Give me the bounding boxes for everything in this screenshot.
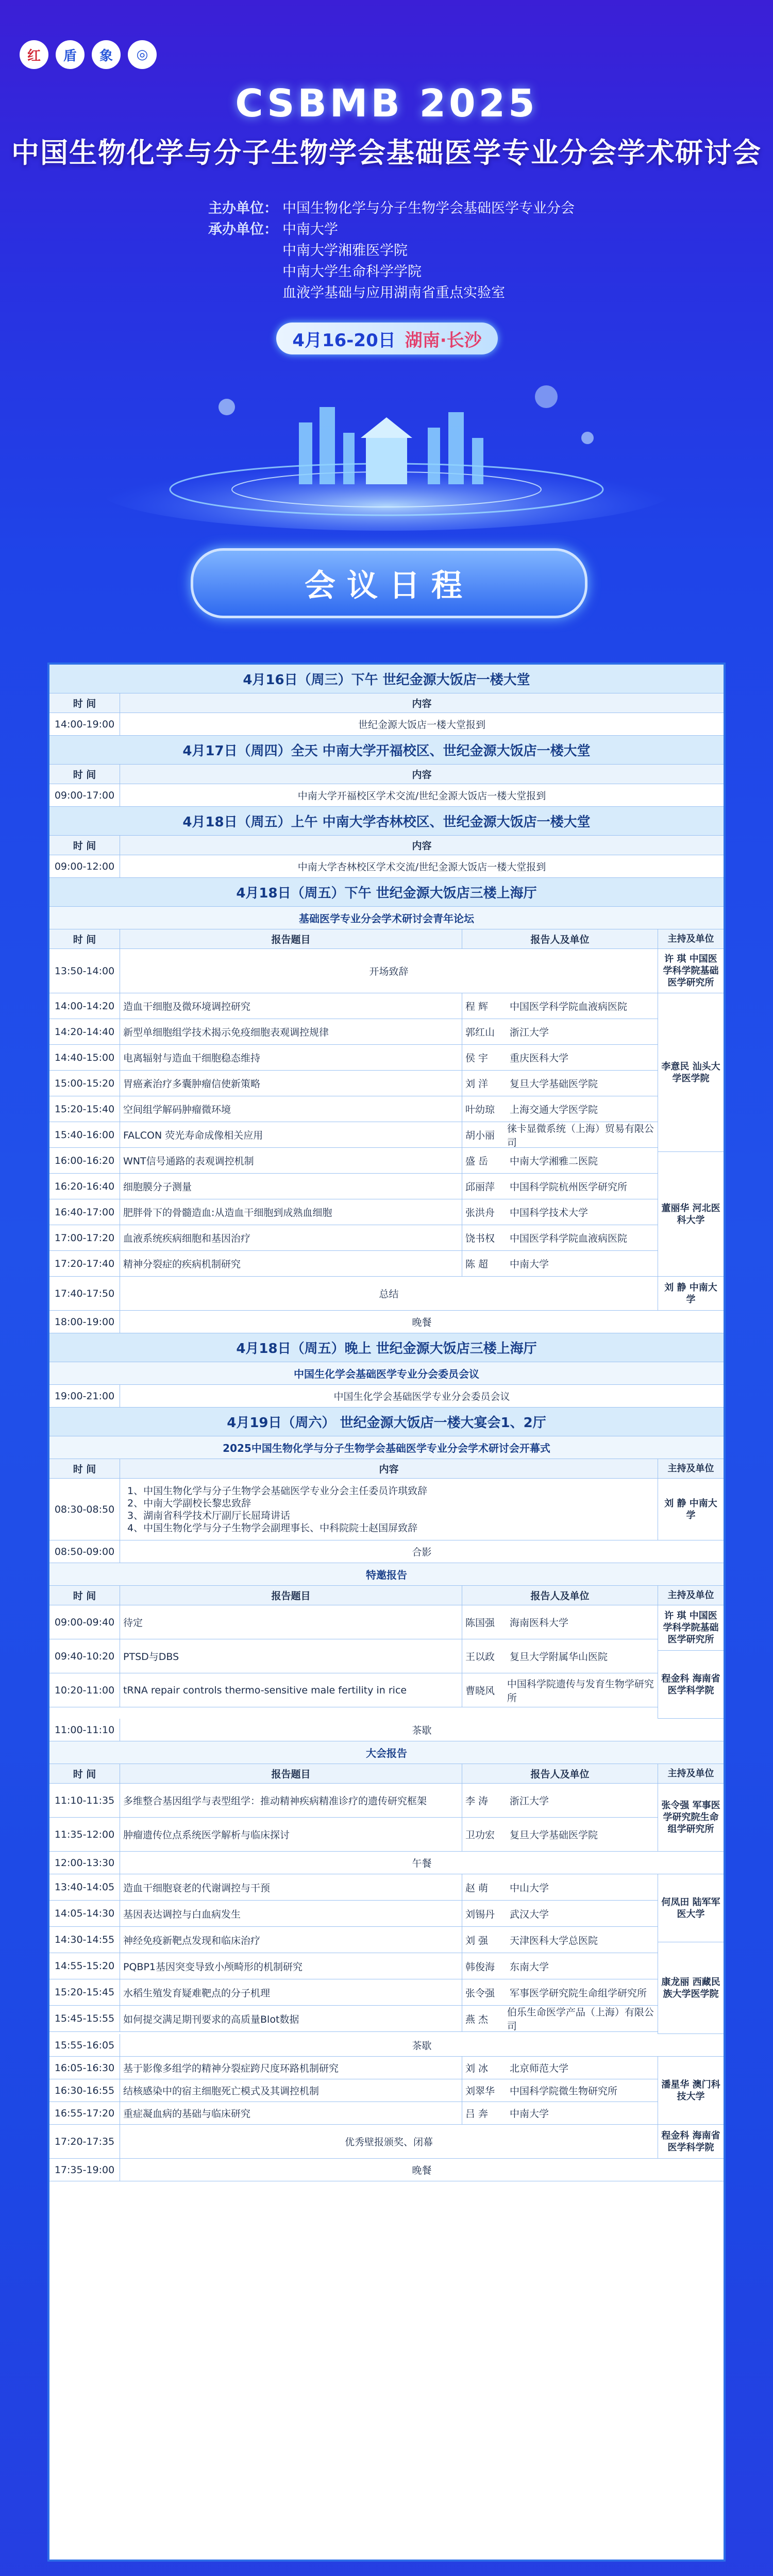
speaker-name: 赵 萌 [465,1882,489,1894]
content-cell: 中国生化学会基础医学专业分会委员会议 [120,1385,724,1407]
speaker-name: 饶书权 [465,1233,495,1244]
topic-cell: 肿瘤遗传位点系统医学解析与临床探讨 [120,1818,462,1851]
topic-cell: FALCON 荧光寿命成像相关应用 [120,1122,462,1147]
speaker-name: 曹晓风 [465,1685,495,1697]
time-cell: 18:00-19:00 [54,1316,115,1328]
time-cell: 14:30-14:55 [54,1934,115,1945]
schedule-banner: 会议日程 [191,548,587,618]
topic-cell: 胃癌紊治疗多囊肿瘤信使新策略 [120,1071,462,1096]
content-cell: 午餐 [120,1852,724,1874]
organizer-value: 中南大学生命科学学院 [282,264,422,280]
section-header: 4月18日（周五）晚上 世纪金源大饭店三楼上海厅 [49,1333,724,1362]
speaker-org: 中南大学 [510,2108,549,2120]
opening-agenda [120,1479,658,1540]
header-time: 时 间 [73,769,96,781]
topic-cell: 造血干细胞及微环境调控研究 [120,993,462,1019]
speaker-org: 海南医科大学 [510,1617,569,1629]
time-cell: 11:35-12:00 [54,1828,115,1840]
speaker-name: 李 涛 [465,1795,489,1807]
speaker-name: 刘 冰 [465,2063,489,2074]
time-cell: 13:50-14:00 [54,965,115,977]
header-time: 时 间 [73,840,96,852]
time-cell: 09:00-09:40 [54,1616,115,1628]
header-topic: 报告题目 [120,1586,462,1605]
speaker-name: 陈国强 [465,1617,495,1629]
speaker-org: 中国科学技术大学 [510,1207,589,1218]
organizer-value: 中南大学 [282,222,338,238]
table-row [49,1540,724,1563]
speaker-name: 张洪舟 [465,1207,495,1218]
table-header-row [49,1586,724,1605]
topic-cell: PTSD与DBS [120,1639,462,1673]
content-cell: 开场致辞 [120,949,658,993]
section-header: 4月19日（周六） 世纪金源大饭店一楼大宴会1、2厅 [49,1408,724,1436]
table-row [49,1953,724,1979]
speaker-org: 复旦大学基础医学院 [510,1829,598,1841]
speaker-cell [462,2102,658,2124]
table-row [49,1479,724,1540]
table-row [49,1901,724,1927]
speaker-org: 中山大学 [510,1882,549,1894]
speaker-cell [462,1225,658,1250]
time-cell: 14:00-14:20 [54,1000,115,1012]
header-topic: 报告题目 [120,929,462,948]
time-cell: 17:20-17:40 [54,1258,115,1269]
table-row [49,2079,724,2102]
content-cell: 世纪金源大饭店一楼大堂报到 [120,713,724,735]
header-host: 主持及单位 [658,1459,724,1478]
table-row [49,1225,724,1251]
section-header: 4月18日（周五）上午 中南大学杏林校区、世纪金源大饭店一楼大堂 [49,807,724,836]
speaker-cell [462,1148,658,1173]
time-cell: 12:00-13:30 [54,1857,115,1869]
agenda-line: 2、中南大学副校长黎忠致辞 [127,1497,251,1509]
speaker-cell [462,1096,658,1122]
host-cell: 董丽华 河北医科大学 [658,1152,724,1277]
table-row [49,1719,724,1741]
speaker-cell [462,1045,658,1070]
speaker-cell [462,1874,658,1900]
time-cell: 16:30-16:55 [54,2084,115,2096]
speaker-cell [462,1673,658,1707]
organizers [208,198,575,303]
speaker-cell [462,1953,658,1979]
section-header: 4月18日（周五）下午 世纪金源大饭店三楼上海厅 [49,878,724,907]
host-cell: 康龙丽 西藏民族大学医学院 [658,1942,724,2034]
stage-illustration [93,361,680,531]
speaker-cell [462,2057,658,2079]
schedule-table [47,663,726,2562]
speaker-cell [462,1122,658,1147]
speaker-name: 邱丽萍 [465,1181,495,1193]
time-cell: 15:20-15:40 [54,1103,115,1115]
header-speaker: 报告人及单位 [462,1586,658,1605]
speaker-cell [462,1071,658,1096]
table-row [49,1385,724,1408]
time-cell: 16:20-16:40 [54,1180,115,1192]
subsection-header: 基础医学专业分会学术研讨会青年论坛 [49,907,724,929]
table-row [49,1784,724,1818]
table-row [49,1673,724,1707]
host-cell: 程金科 海南省医学科学院 [658,1651,724,1719]
topic-cell: 新型单细胞组学技术揭示免疫细胞表观调控规律 [120,1019,462,1044]
table-header-row [49,693,724,713]
table-row [49,713,724,736]
content-cell: 茶歇 [120,2034,724,2056]
topic-cell: WNT信号通路的表观调控机制 [120,1148,462,1173]
table-row [49,949,724,993]
header-host: 主持及单位 [658,1764,724,1783]
time-cell: 16:00-16:20 [54,1155,115,1166]
time-cell: 19:00-21:00 [54,1390,115,1402]
speaker-org: 军事医学研究院生命组学研究所 [510,1987,647,1999]
table-row [49,2034,724,2057]
header-host: 主持及单位 [658,1586,724,1605]
speaker-org: 浙江大学 [510,1795,549,1807]
table-row [49,1818,724,1852]
content-cell: 总结 [120,1277,658,1310]
speaker-name: 刘翠华 [465,2086,495,2097]
speaker-cell [462,1174,658,1199]
host-cell: 李意民 汕头大学医学院 [658,993,724,1152]
time-cell: 11:00-11:10 [54,1724,115,1736]
time-cell: 09:00-17:00 [54,789,115,801]
speaker-cell [462,2079,658,2102]
speaker-cell [462,1818,658,1851]
host-cell: 张令强 军事医学研究院生命组学研究所 [658,1784,724,1852]
time-cell: 09:40-10:20 [54,1650,115,1662]
city-text: 湖南·长沙 [405,330,482,351]
topic-cell: 血液系统疾病细胞和基因治疗 [120,1225,462,1250]
table-row [49,2125,724,2159]
table-row [49,1199,724,1225]
speaker-name: 刘 洋 [465,1078,489,1090]
content-cell: 中南大学杏林校区学术交流/世纪金源大饭店一楼大堂报到 [120,855,724,877]
table-row [49,784,724,807]
table-row [49,1019,724,1045]
time-cell: 08:50-09:00 [54,1546,115,1557]
speaker-name: 王以政 [465,1651,495,1663]
speaker-name: 吕 奔 [465,2108,489,2120]
time-cell: 14:20-14:40 [54,1026,115,1038]
speaker-cell [462,1639,658,1673]
table-row [49,1071,724,1096]
table-row [49,1045,724,1071]
host-cell: 程金科 海南省医学科学院 [658,2125,724,2158]
header-time: 时 间 [73,1464,96,1475]
time-cell: 15:00-15:20 [54,1077,115,1089]
subsection-header: 2025中国生物化学与分子生物学会基础医学专业分会学术研讨会开幕式 [49,1436,724,1459]
content-cell: 晚餐 [120,1311,724,1333]
speaker-name: 程 辉 [465,1001,489,1012]
speaker-cell [462,1784,658,1817]
content-cell: 合影 [120,1540,724,1563]
table-row [49,1874,724,1901]
topic-cell: 多维整合基因组学与表型组学：推动精神疾病精准诊疗的遗传研究框架 [120,1784,462,1817]
table-row [49,1122,724,1148]
subsection-header: 特邀报告 [49,1563,724,1586]
host-cell: 刘 静 中南大学 [658,1277,724,1310]
speaker-org: 中国科学院微生物研究所 [510,2086,618,2097]
table-row [49,2102,724,2125]
table-header-row [49,1764,724,1784]
time-cell: 14:00-19:00 [54,718,115,730]
speaker-name: 胡小丽 [465,1130,495,1141]
time-cell: 16:55-17:20 [54,2107,115,2119]
speaker-org: 中南大学 [510,1259,549,1270]
date-location-bar [276,323,498,354]
speaker-org: 重庆医科大学 [510,1053,569,1064]
section-header: 4月16日（周三）下午 世纪金源大饭店一楼大堂 [49,665,724,693]
speaker-org: 武汉大学 [510,1908,549,1920]
content-cell: 晚餐 [120,2159,724,2181]
table-header-row [49,765,724,784]
header-time: 时 间 [73,934,96,945]
table-row [49,855,724,878]
time-cell: 15:45-15:55 [54,2013,115,2024]
agenda-line: 1、中国生物化学与分子生物学会基础医学专业分会主任委员许琪致辞 [127,1485,428,1497]
topic-cell: PQBP1基因突变导致小颅畸形的机制研究 [120,1953,462,1979]
speaker-name: 侯 宇 [465,1053,489,1064]
time-cell: 15:20-15:45 [54,1987,115,1998]
speaker-name: 郭红山 [465,1027,495,1038]
brand-title: CSBMB 2025 [235,81,538,126]
table-row [49,1277,724,1311]
table-row [49,1311,724,1333]
header-content: 内容 [120,693,724,713]
topic-cell: 空间组学解码肿瘤微环境 [120,1096,462,1122]
speaker-org: 复旦大学基础医学院 [510,1078,598,1090]
topic-cell: 肥胖骨下的骨髓造血:从造血干细胞到成熟血细胞 [120,1199,462,1225]
time-cell: 08:30-08:50 [54,1503,115,1515]
table-row [49,1174,724,1199]
topic-cell: 水稻生殖发育疑难靶点的分子机理 [120,1979,462,2005]
host-label: 主办单位： [208,200,278,216]
subsection-header: 中国生化学会基础医学专业分会委员会议 [49,1362,724,1385]
host-cell: 许 琪 中国医学科学院基础医学研究所 [658,949,724,993]
organizer-value: 血液学基础与应用湖南省重点实验室 [282,285,505,301]
time-cell: 16:40-17:00 [54,1206,115,1218]
header-time: 时 间 [73,1769,96,1780]
topic-cell: 结核感染中的宿主细胞死亡模式及其调控机制 [120,2079,462,2102]
university-logo-icon: 象 [92,40,121,69]
organizer-label: 承办单位： [208,222,278,238]
speaker-name: 刘锡丹 [465,1908,495,1920]
table-row [49,2006,724,2032]
time-cell: 13:40-14:05 [54,1882,115,1893]
time-cell: 11:10-11:35 [54,1794,115,1806]
table-row [49,2159,724,2181]
speaker-org: 天津医科大学总医院 [510,1935,598,1946]
table-row [49,1639,724,1673]
host-cell: 潘星华 澳门科技大学 [658,2057,724,2125]
society-seal-icon: 盾 [56,40,85,69]
speaker-cell [462,1927,658,1953]
speaker-org: 中国医学科学院血液病医院 [510,1233,628,1244]
speaker-cell [462,1605,658,1639]
speaker-name: 燕 杰 [465,2013,489,2025]
speaker-org: 伯乐生命医学产品（上海）有限公司 [507,2007,654,2031]
topic-cell: tRNA repair controls thermo-sensitive male fertility in rice [120,1673,462,1707]
table-row [49,993,724,1019]
table-row [49,1096,724,1122]
time-cell: 14:55-15:20 [54,1960,115,1972]
speaker-org: 北京师范大学 [510,2063,569,2074]
subsection-header: 大会报告 [49,1741,724,1764]
speaker-name: 韩俊海 [465,1961,495,1973]
agenda-line: 3、湖南省科学技术厅副厅长屈琦讲话 [127,1510,291,1521]
header-topic: 报告题目 [120,1764,462,1783]
speaker-org: 上海交通大学医学院 [510,1104,598,1115]
table-row [49,1927,724,1953]
logo-group [20,40,157,69]
topic-cell: 神经免疫新靶点发现和临床治疗 [120,1927,462,1953]
speaker-cell [462,1199,658,1225]
topic-cell: 精神分裂症的疾病机制研究 [120,1251,462,1276]
time-cell: 15:55-16:05 [54,2039,115,2051]
table-row [49,1605,724,1639]
time-cell: 14:05-14:30 [54,1908,115,1919]
table-row [49,1852,724,1874]
host-cell: 刘 静 中南大学 [658,1479,724,1540]
host-cell: 许 琪 中国医学科学院基础医学研究所 [658,1605,724,1651]
header-time: 时 间 [73,1590,96,1602]
speaker-name: 刘 强 [465,1935,489,1946]
topic-cell: 待定 [120,1605,462,1639]
time-cell: 17:40-17:50 [54,1287,115,1299]
table-header-row [49,1459,724,1479]
table-row [49,2057,724,2079]
topic-cell: 细胞膜分子测量 [120,1174,462,1199]
table-row [49,1148,724,1174]
speaker-name: 张令强 [465,1987,495,1999]
csbmb-logo-icon: 红 [20,40,48,69]
page-title: 中国生物化学与分子生物学会基础医学专业分会学术研讨会 [11,137,762,169]
organizer-value: 中南大学湘雅医学院 [282,243,408,259]
host-value: 中国生物化学与分子生物学会基础医学专业分会 [282,200,575,216]
topic-cell: 基因表达调控与白血病发生 [120,1901,462,1926]
time-cell: 15:40-16:00 [54,1129,115,1141]
speaker-name: 卫功宏 [465,1829,495,1841]
topic-cell: 基于影像多组学的精神分裂症跨尺度环路机制研究 [120,2057,462,2079]
topic-cell: 重症凝血病的基础与临床研究 [120,2102,462,2124]
section-header: 4月17日（周四）全天 中南大学开福校区、世纪金源大饭店一楼大堂 [49,736,724,765]
speaker-cell [462,2006,658,2031]
header-content: 内容 [120,1459,658,1478]
speaker-cell [462,1979,658,2005]
content-cell: 茶歇 [120,1719,724,1741]
header-speaker: 报告人及单位 [462,1764,658,1783]
speaker-cell [462,1901,658,1926]
content-cell: 优秀壁报颁奖、闭幕 [120,2125,658,2158]
speaker-org: 复旦大学附属华山医院 [510,1651,608,1663]
speaker-cell [462,993,658,1019]
speaker-org: 东南大学 [510,1961,549,1973]
header-time: 时 间 [73,698,96,709]
time-cell: 17:20-17:35 [54,2136,115,2147]
header-content: 内容 [120,765,724,784]
speaker-cell [462,1019,658,1044]
topic-cell: 电离辐射与造血干细胞稳态维持 [120,1045,462,1070]
date-text: 4月16-20日 [292,330,396,351]
table-header-row [49,836,724,855]
speaker-cell [462,1251,658,1276]
time-cell: 17:00-17:20 [54,1232,115,1244]
topic-cell: 造血干细胞衰老的代谢调控与干预 [120,1874,462,1900]
speaker-org: 浙江大学 [510,1027,549,1038]
header-host: 主持及单位 [658,929,724,948]
speaker-org: 中国医学科学院血液病医院 [510,1001,628,1012]
speaker-name: 盛 岳 [465,1156,489,1167]
time-cell: 14:40-15:00 [54,1052,115,1063]
header-content: 内容 [120,836,724,855]
topic-cell: 如何提交满足期刊要求的高质量Blot数据 [120,2006,462,2031]
table-row [49,1979,724,2006]
time-cell: 09:00-12:00 [54,860,115,872]
speaker-org: 中国科学院杭州医学研究所 [510,1181,628,1193]
content-cell: 中南大学开福校区学术交流/世纪金源大饭店一楼大堂报到 [120,784,724,806]
time-cell: 17:35-19:00 [54,2164,115,2176]
speaker-org: 中国科学院遗传与发育生物学研究所 [507,1678,654,1704]
table-row [49,1251,724,1277]
header-speaker: 报告人及单位 [462,929,658,948]
speaker-org: 中南大学湘雅二医院 [510,1156,598,1167]
host-cell: 何凤田 陆军军医大学 [658,1874,724,1942]
speaker-name: 叶幼琼 [465,1104,495,1115]
table-header-row [49,929,724,949]
speaker-name: 陈 超 [465,1259,489,1270]
time-cell: 16:05-16:30 [54,2062,115,2074]
time-cell: 10:20-11:00 [54,1684,115,1696]
agenda-line: 4、中国生物化学与分子生物学会副理事长、中科院院士赵国屏致辞 [127,1522,418,1534]
lab-logo-icon: ◎ [128,40,157,69]
speaker-org: 徕卡显微系统（上海）贸易有限公司 [507,1123,654,1147]
